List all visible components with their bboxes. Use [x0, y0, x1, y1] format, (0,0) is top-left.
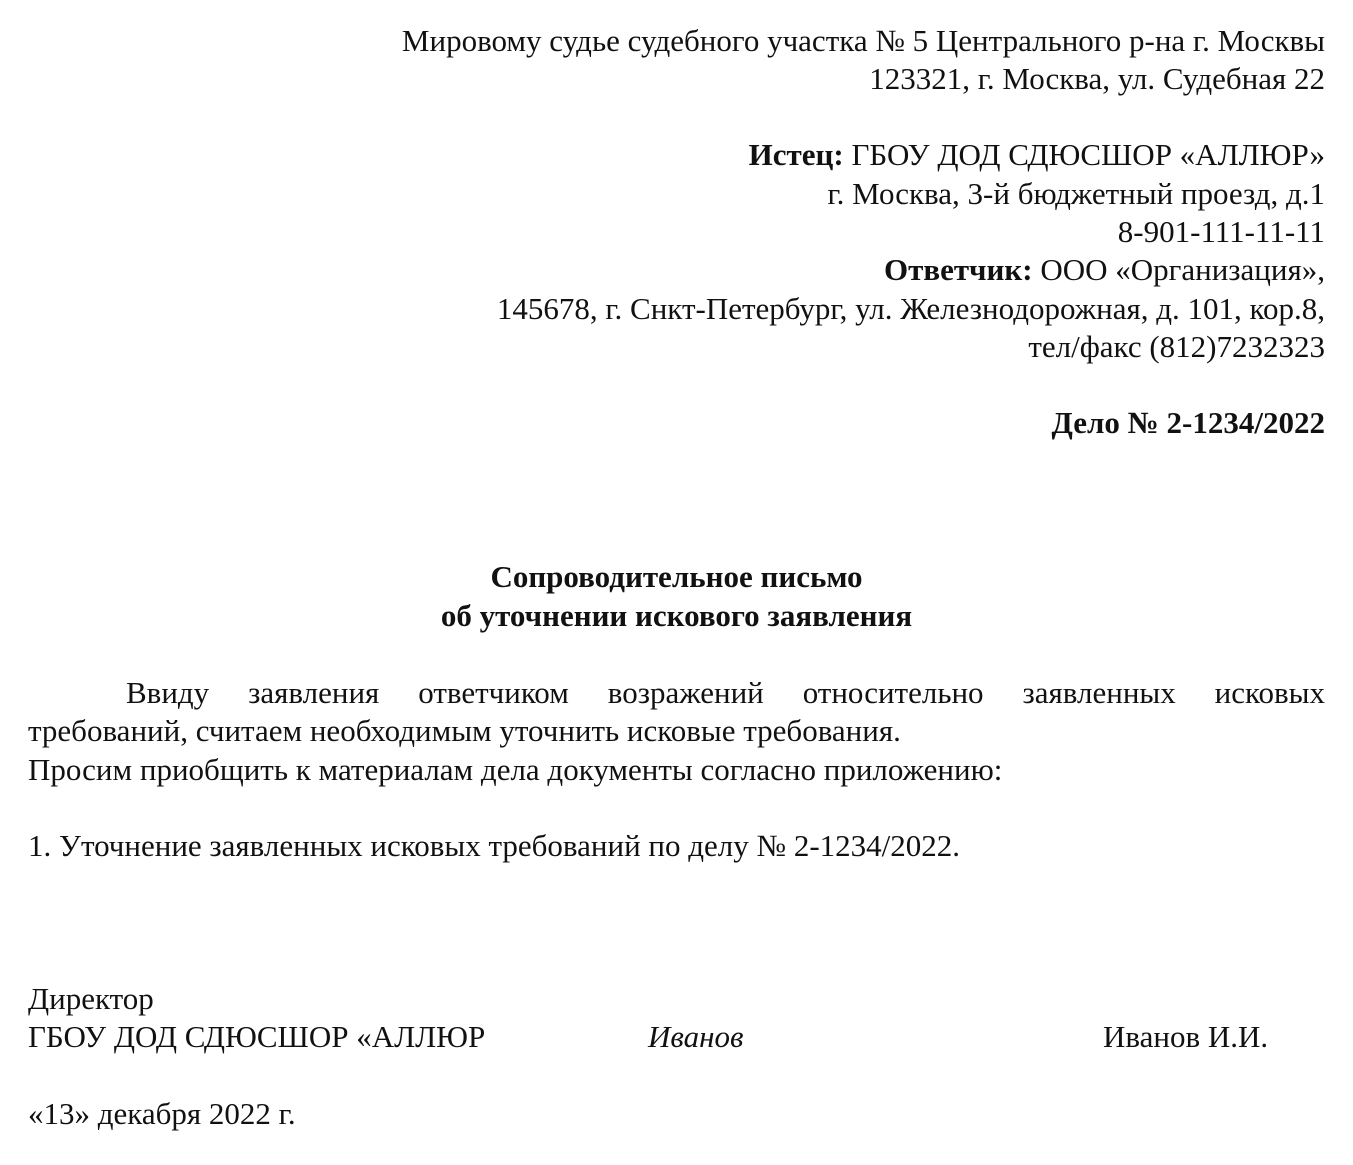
plaintiff-address: г. Москва, 3-й бюджетный проезд, д.1 — [827, 176, 1325, 211]
signature: Иванов — [648, 1019, 744, 1054]
plaintiff-phone: 8-901-111-11-11 — [1117, 214, 1325, 249]
document-date: «13» декабря 2022 г. — [28, 1096, 296, 1131]
defendant-label: Ответчик: — [883, 252, 1033, 287]
signer-name: Иванов И.И. — [1103, 1019, 1269, 1054]
document-subtitle: об уточнении искового заявления — [440, 598, 913, 633]
case-number: Дело № 2-1234/2022 — [1051, 405, 1325, 440]
body-paragraph-1-line-1: Ввиду заявления ответчиком возражений относительно заявленных исковых — [126, 675, 1325, 710]
body-paragraph-2: Просим приобщить к материалам дела документы согласно приложению: — [28, 752, 1003, 787]
body-paragraph-1-line-2: требований, считаем необходимым уточнить исковые требования. — [28, 713, 901, 748]
signer-position: Директор — [28, 981, 154, 1016]
plaintiff-line — [749, 136, 1325, 174]
court-address: 123321, г. Москва, ул. Судебная 22 — [869, 61, 1325, 96]
defendant-phone: тел/факс (812)7232323 — [1028, 329, 1325, 364]
defendant-name: ООО «Организация», — [1040, 252, 1325, 287]
defendant-address: 145678, г. Снкт-Петербург, ул. Железнодорожная, д. 101, кор.8, — [496, 291, 1325, 326]
signer-organization: ГБОУ ДОД СДЮСШОР «АЛЛЮР — [28, 1019, 486, 1054]
document-title: Сопроводительное письмо — [490, 559, 863, 594]
plaintiff-name: ГБОУ ДОД СДЮСШОР «АЛЛЮР» — [851, 137, 1325, 172]
plaintiff-label: Истец: — [748, 137, 844, 172]
defendant-line — [884, 251, 1325, 289]
court-name: Мировому судье судебного участка № 5 Центрального р-на г. Москвы — [401, 23, 1325, 58]
attachment-item-1: 1. Уточнение заявленных исковых требований по делу № 2-1234/2022. — [28, 828, 961, 863]
